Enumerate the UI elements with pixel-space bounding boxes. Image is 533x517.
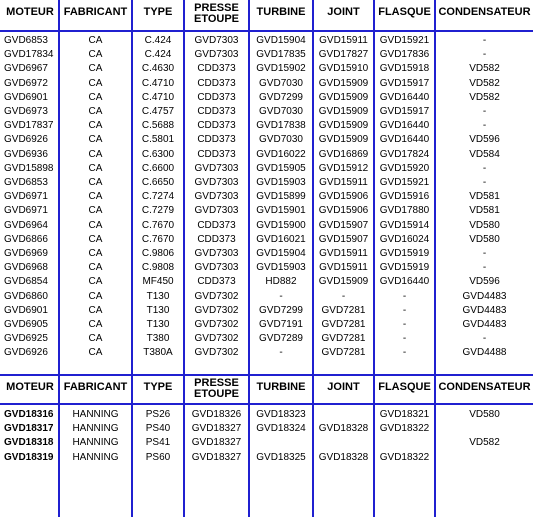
cell-moteur: GVD6973: [4, 106, 48, 117]
cell-presse-etoupe: GVD18327: [191, 451, 242, 463]
table-row: [0, 119, 533, 133]
cell-joint: GVD15911: [319, 248, 368, 259]
cell-joint: GVD7281: [321, 333, 366, 345]
cell-turbine: GVD18324: [256, 423, 306, 435]
cell-joint: GVD15907: [318, 233, 369, 245]
cell-flasque: GVD17836: [379, 49, 430, 61]
cell-presse-etoupe: CDD373: [197, 233, 236, 245]
cell-condensateur: VD581: [469, 205, 500, 217]
cell-flasque: GVD15921: [379, 177, 430, 188]
cell-presse-etoupe: CDD373: [197, 134, 236, 146]
cell-type: C.9806: [141, 248, 175, 259]
cell-condensateur: -: [482, 177, 487, 188]
cell-presse-etoupe: GVD7303: [194, 35, 239, 46]
column-header-flasque: FLASQUE: [378, 381, 431, 393]
table-row: [0, 422, 533, 436]
cell-condensateur: VD596: [469, 134, 500, 146]
cell-condensateur: GVD4488: [462, 347, 507, 359]
cell-joint: GVD15911: [319, 35, 368, 46]
cell-fabricant: CA: [88, 35, 103, 46]
cell-joint: GVD15909: [318, 91, 369, 103]
cell-joint: GVD15906: [318, 191, 369, 203]
cell-type: PS26: [145, 409, 171, 420]
cell-condensateur: VD582: [469, 437, 500, 449]
cell-turbine: -: [279, 347, 283, 359]
column-header-fabricant: FABRICANT: [63, 6, 128, 18]
cell-flasque: GVD15917: [379, 106, 430, 117]
table-row: [0, 204, 533, 218]
cell-condensateur: VD580: [469, 233, 500, 245]
cell-moteur: GVD6853: [4, 35, 48, 46]
cell-fabricant: HANNING: [72, 451, 119, 463]
cell-type: T130: [146, 304, 170, 316]
cell-condensateur: VD596: [469, 276, 500, 288]
table-row: [0, 105, 533, 119]
table-row: [0, 332, 533, 346]
cell-flasque: -: [402, 333, 407, 345]
cell-moteur: GVD6901: [4, 91, 48, 103]
cell-turbine: GVD15903: [256, 177, 306, 188]
cell-joint: GVD7281: [321, 347, 366, 359]
column-header-turbine: TURBINE: [256, 6, 306, 18]
cell-moteur: GVD6968: [4, 262, 48, 274]
cell-type: C.4630: [141, 63, 175, 75]
cell-joint: GVD15909: [318, 106, 369, 117]
cell-type: T130: [146, 319, 170, 330]
cell-fabricant: CA: [88, 319, 103, 330]
cell-type: C.424: [144, 35, 172, 46]
cell-turbine: GVD7030: [259, 106, 303, 117]
cell-fabricant: CA: [88, 262, 103, 274]
cell-moteur: GVD17837: [4, 120, 54, 132]
cell-turbine: GVD7299: [259, 91, 303, 103]
cell-type: C.6650: [141, 177, 175, 188]
cell-type: T380: [146, 333, 170, 345]
cell-fabricant: CA: [88, 148, 103, 160]
table-row: [0, 176, 533, 190]
cell-presse-etoupe: CDD373: [197, 77, 236, 89]
cell-flasque: GVD16024: [379, 233, 430, 245]
cell-joint: GVD15909: [318, 276, 369, 288]
column-header-joint: JOINT: [327, 381, 360, 393]
cell-turbine: GVD15903: [256, 262, 306, 274]
cell-turbine: GVD16021: [256, 233, 306, 245]
cell-joint: GVD15911: [319, 177, 368, 188]
cell-presse-etoupe: GVD7303: [194, 262, 239, 274]
cell-type: PS60: [145, 451, 171, 463]
cell-presse-etoupe: CDD373: [197, 106, 236, 117]
table-row: [0, 436, 533, 450]
cell-flasque: GVD18322: [379, 451, 430, 463]
cell-joint: GVD15912: [318, 162, 369, 174]
cell-presse-etoupe: GVD7302: [194, 319, 239, 330]
cell-type: C.6600: [141, 162, 175, 174]
cell-type: PS40: [145, 423, 171, 435]
cell-moteur: GVD6860: [4, 290, 48, 302]
cell-turbine: HD882: [265, 276, 297, 288]
cell-type: C.4710: [141, 77, 175, 89]
column-header-presse-etoupe: PRESSE ETOUPE: [193, 2, 240, 25]
cell-condensateur: -: [482, 262, 487, 274]
cell-presse-etoupe: GVD18326: [191, 409, 242, 420]
cell-flasque: GVD17824: [379, 148, 430, 160]
cell-joint: GVD15909: [318, 77, 369, 89]
cell-type: C.4757: [141, 106, 175, 117]
cell-condensateur: -: [482, 162, 487, 174]
cell-moteur: GVD6967: [4, 63, 48, 75]
cell-turbine: -: [279, 290, 283, 302]
column-header-fabricant: FABRICANT: [63, 381, 128, 393]
table-row: [0, 346, 533, 360]
cell-moteur: GVD6854: [4, 276, 48, 288]
cell-joint: GVD18328: [318, 423, 369, 435]
cell-type: C.7670: [141, 219, 175, 231]
column-header-type: TYPE: [143, 381, 173, 393]
cell-fabricant: CA: [88, 77, 103, 89]
cell-presse-etoupe: GVD7303: [194, 205, 239, 217]
table-row: [0, 451, 533, 465]
cell-fabricant: CA: [88, 134, 103, 146]
cell-condensateur: VD582: [469, 77, 500, 89]
cell-type: C.7279: [141, 205, 175, 217]
cell-condensateur: VD580: [469, 409, 500, 420]
cell-moteur: GVD6905: [4, 319, 48, 330]
table-row: [0, 219, 533, 233]
cell-fabricant: CA: [88, 162, 103, 174]
cell-presse-etoupe: GVD7303: [194, 248, 239, 259]
cell-fabricant: CA: [88, 219, 103, 231]
cell-type: C.7670: [141, 233, 175, 245]
cell-flasque: GVD15919: [379, 248, 430, 259]
cell-moteur: GVD6925: [4, 333, 48, 345]
cell-flasque: -: [402, 304, 407, 316]
cell-type: C.5801: [141, 134, 175, 146]
table-row: [0, 133, 533, 147]
cell-turbine: GVD15905: [256, 162, 306, 174]
cell-joint: GVD17827: [318, 49, 369, 61]
cell-presse-etoupe: GVD7303: [194, 162, 239, 174]
cell-turbine: GVD15901: [256, 205, 306, 217]
table-row: [0, 48, 533, 62]
cell-condensateur: GVD4483: [462, 304, 507, 316]
cell-presse-etoupe: CDD373: [197, 91, 236, 103]
cell-turbine: GVD18323: [256, 409, 306, 420]
cell-turbine: GVD7289: [259, 333, 303, 345]
cell-joint: -: [341, 290, 346, 302]
cell-turbine: GVD15902: [256, 63, 306, 75]
cell-condensateur: VD582: [469, 63, 500, 75]
cell-flasque: GVD16440: [379, 134, 430, 146]
cell-fabricant: CA: [88, 91, 103, 103]
table-row: [0, 62, 533, 76]
cell-turbine: GVD16022: [256, 148, 306, 160]
cell-moteur: GVD6972: [4, 77, 48, 89]
cell-condensateur: VD580: [469, 219, 500, 231]
cell-flasque: GVD16440: [379, 276, 430, 288]
cell-flasque: -: [402, 347, 407, 359]
cell-turbine: GVD17835: [256, 49, 306, 61]
cell-type: C.424: [144, 49, 172, 61]
cell-moteur: GVD18316: [4, 409, 54, 420]
cell-joint: GVD15911: [319, 262, 368, 274]
cell-joint: GVD18328: [318, 451, 369, 463]
cell-turbine: GVD7030: [259, 77, 303, 89]
column-header-flasque: FLASQUE: [378, 6, 431, 18]
cell-joint: GVD15906: [318, 205, 369, 217]
cell-turbine: GVD7030: [259, 134, 303, 146]
cell-turbine: GVD7299: [259, 304, 303, 316]
cell-presse-etoupe: CDD373: [197, 120, 236, 132]
cell-condensateur: VD582: [469, 91, 500, 103]
cell-type: C.5688: [141, 120, 175, 132]
cell-flasque: GVD16440: [379, 120, 430, 132]
cell-turbine: GVD15900: [256, 219, 306, 231]
header-divider: [0, 30, 533, 32]
column-header-joint: JOINT: [327, 6, 360, 18]
cell-presse-etoupe: CDD373: [197, 219, 236, 231]
cell-condensateur: VD584: [469, 148, 500, 160]
cell-flasque: GVD18321: [379, 409, 430, 420]
cell-condensateur: -: [482, 248, 487, 259]
cell-moteur: GVD6971: [4, 191, 48, 203]
table-row: [0, 304, 533, 318]
column-header-presse-etoupe: PRESSE ETOUPE: [193, 377, 240, 400]
table-row: [0, 190, 533, 204]
cell-condensateur: -: [482, 49, 487, 61]
cell-presse-etoupe: CDD373: [197, 148, 236, 160]
cell-moteur: GVD6901: [4, 304, 48, 316]
cell-joint: GVD16869: [318, 148, 369, 160]
cell-fabricant: CA: [88, 106, 103, 117]
cell-fabricant: CA: [88, 248, 103, 259]
cell-fabricant: CA: [88, 304, 103, 316]
cell-moteur: GVD6964: [4, 219, 48, 231]
cell-fabricant: CA: [88, 233, 103, 245]
cell-moteur: GVD18318: [4, 437, 54, 449]
cell-fabricant: HANNING: [72, 409, 119, 420]
cell-flasque: GVD15919: [379, 262, 430, 274]
cell-joint: GVD15909: [318, 120, 369, 132]
cell-presse-etoupe: GVD7302: [194, 347, 239, 359]
cell-type: MF450: [142, 276, 174, 288]
cell-fabricant: CA: [88, 290, 103, 302]
table-row: [0, 162, 533, 176]
cell-moteur: GVD18319: [4, 451, 54, 463]
cell-flasque: GVD15921: [379, 35, 430, 46]
cell-presse-etoupe: GVD7302: [194, 304, 239, 316]
cell-fabricant: CA: [88, 120, 103, 132]
table-row: [0, 275, 533, 289]
cell-condensateur: GVD4483: [462, 290, 507, 302]
cell-condensateur: VD581: [469, 191, 500, 203]
cell-type: C.9808: [141, 262, 175, 274]
cell-presse-etoupe: CDD373: [197, 276, 236, 288]
cell-condensateur: -: [482, 106, 487, 117]
cell-moteur: GVD6936: [4, 148, 48, 160]
cell-turbine: GVD15904: [256, 248, 306, 259]
cell-flasque: GVD18322: [379, 423, 430, 435]
cell-fabricant: CA: [88, 49, 103, 61]
cell-joint: GVD7281: [321, 304, 366, 316]
cell-joint: GVD7281: [321, 319, 366, 330]
cell-presse-etoupe: GVD7302: [194, 333, 239, 345]
cell-presse-etoupe: GVD7302: [194, 290, 239, 302]
cell-condensateur: -: [482, 333, 487, 345]
table-row: [0, 77, 533, 91]
cell-flasque: GVD15916: [379, 191, 430, 203]
cell-condensateur: GVD4483: [462, 319, 507, 330]
cell-moteur: GVD17834: [4, 49, 54, 61]
cell-turbine: GVD7191: [259, 319, 303, 330]
cell-moteur: GVD6926: [4, 347, 48, 359]
column-header-condensateur: CONDENSATEUR: [438, 381, 531, 393]
cell-fabricant: CA: [88, 177, 103, 188]
cell-moteur: GVD6866: [4, 233, 48, 245]
table-row: [0, 261, 533, 275]
cell-presse-etoupe: GVD7303: [194, 191, 239, 203]
cell-fabricant: CA: [88, 276, 103, 288]
cell-fabricant: CA: [88, 347, 103, 359]
cell-turbine: GVD17838: [256, 120, 306, 132]
cell-flasque: GVD15918: [379, 63, 430, 75]
column-header-moteur: MOTEUR: [6, 6, 54, 18]
column-header-moteur: MOTEUR: [6, 381, 54, 393]
header-divider: [0, 403, 533, 405]
cell-type: C.6300: [141, 148, 175, 160]
table-row: [0, 408, 533, 422]
table-row: [0, 91, 533, 105]
table-row: [0, 290, 533, 304]
cell-condensateur: -: [482, 35, 487, 46]
table-row: [0, 148, 533, 162]
column-header-condensateur: CONDENSATEUR: [438, 6, 531, 18]
cell-type: T380A: [143, 347, 173, 359]
cell-fabricant: CA: [88, 333, 103, 345]
cell-moteur: GVD6971: [4, 205, 48, 217]
cell-moteur: GVD6853: [4, 177, 48, 188]
cell-presse-etoupe: GVD7303: [194, 49, 239, 61]
cell-flasque: -: [402, 290, 407, 302]
cell-type: T130: [146, 290, 170, 302]
section-divider: [0, 374, 533, 376]
cell-moteur: GVD6926: [4, 134, 48, 146]
cell-flasque: GVD17880: [379, 205, 430, 217]
cell-presse-etoupe: GVD18327: [191, 423, 242, 435]
cell-fabricant: CA: [88, 191, 103, 203]
cell-turbine: GVD18325: [256, 451, 306, 463]
cell-presse-etoupe: GVD18327: [191, 437, 242, 449]
cell-type: C.4710: [141, 91, 175, 103]
cell-moteur: GVD15898: [4, 162, 54, 174]
cell-fabricant: HANNING: [72, 437, 119, 449]
cell-flasque: GVD15917: [379, 77, 430, 89]
cell-fabricant: HANNING: [72, 423, 119, 435]
table-row: [0, 34, 533, 48]
cell-condensateur: -: [482, 120, 487, 132]
cell-flasque: GVD16440: [379, 91, 430, 103]
cell-flasque: -: [402, 319, 407, 330]
cell-moteur: GVD6969: [4, 248, 48, 259]
column-header-turbine: TURBINE: [256, 381, 306, 393]
table-row: [0, 247, 533, 261]
cell-turbine: GVD15899: [256, 191, 306, 203]
cell-type: PS41: [145, 437, 171, 449]
cell-joint: GVD15909: [318, 134, 369, 146]
cell-fabricant: CA: [88, 205, 103, 217]
cell-presse-etoupe: GVD7303: [194, 177, 239, 188]
table-row: [0, 318, 533, 332]
cell-joint: GVD15910: [318, 63, 369, 75]
cell-flasque: GVD15920: [379, 162, 430, 174]
cell-turbine: GVD15904: [256, 35, 306, 46]
cell-moteur: GVD18317: [4, 423, 54, 435]
table-row: [0, 233, 533, 247]
cell-presse-etoupe: CDD373: [197, 63, 236, 75]
cell-type: C.7274: [141, 191, 175, 203]
column-header-type: TYPE: [143, 6, 173, 18]
cell-fabricant: CA: [88, 63, 103, 75]
cell-joint: GVD15907: [318, 219, 369, 231]
cell-flasque: GVD15914: [379, 219, 430, 231]
